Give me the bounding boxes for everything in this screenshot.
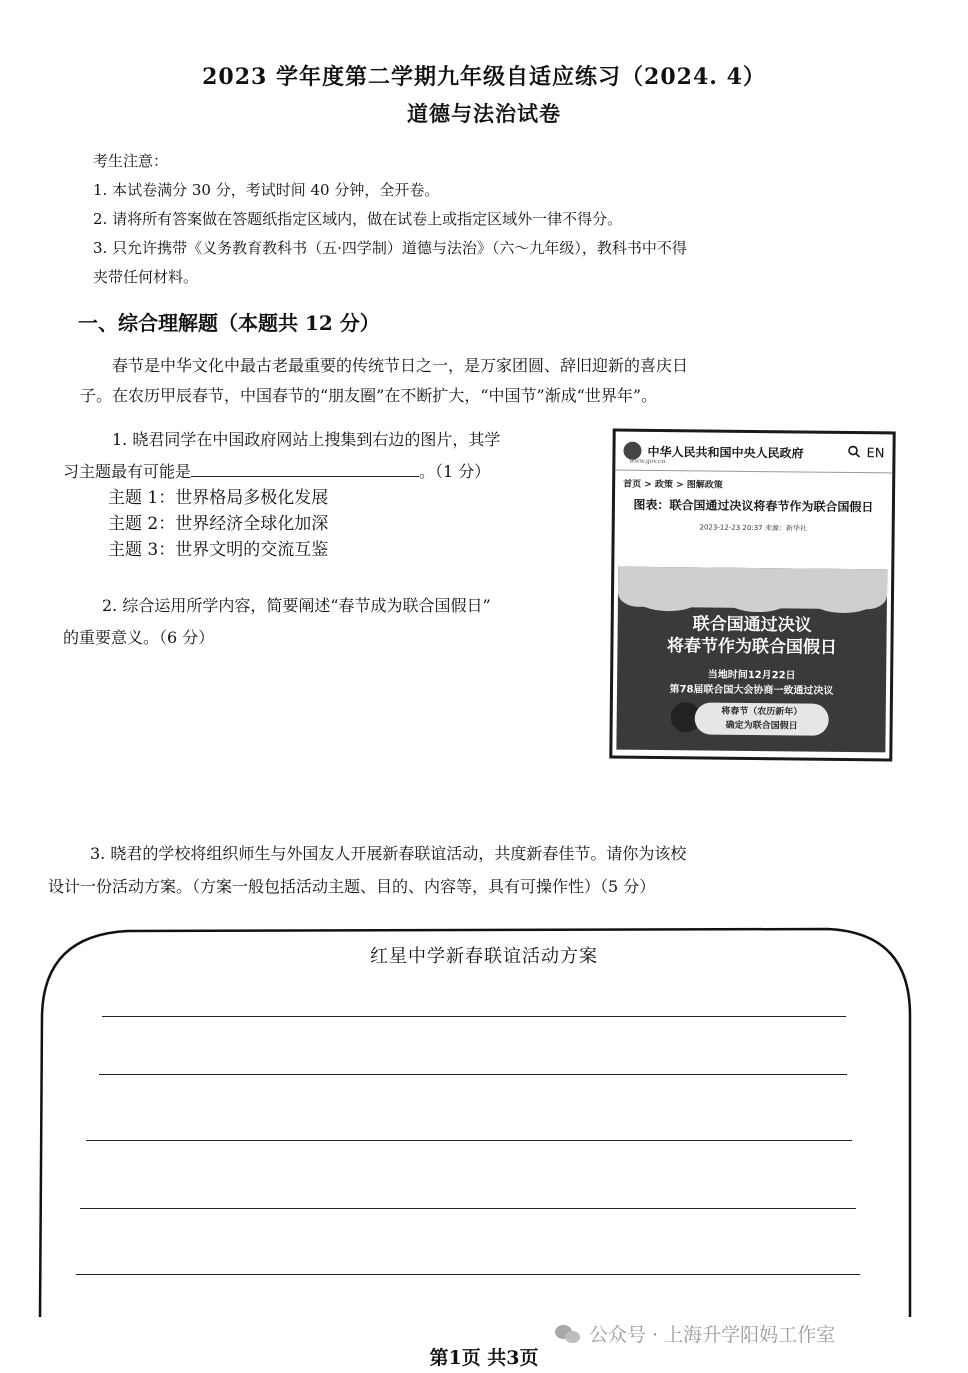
page-number: 第1页 共3页 (429, 1347, 539, 1369)
answer-line[interactable] (86, 1140, 852, 1141)
notice-item-2: 2. 请将所有答案做在答题纸指定区域内，做在试卷上或指定区域外一律不得分。 (93, 210, 623, 228)
card-url: www.gov.cn (629, 457, 666, 466)
notice-item-3: 3. 只允许携带《义务教育教科书（五·四学制）道德与法治》（六～九年级），教科书中不得 (93, 239, 687, 257)
exam-subtitle: 道德与法治试卷 (407, 101, 561, 126)
card-banner (616, 567, 887, 753)
q3-line-1: 3. 晓君的学校将组织师生与外国友人开展新春联谊活动，共度新春佳节。请你为该校 (90, 844, 687, 863)
banner-line-3: 当地时间12月22日 (707, 669, 796, 682)
card-lang: EN (866, 445, 885, 461)
card-article-title: 图表：联合国通过决议将春节作为联合国假日 (633, 497, 874, 515)
watermark-text: 公众号 · 上海升学阳妈工作室 (589, 1324, 836, 1346)
q1-line-2 (63, 456, 490, 488)
q1-line-1: 1. 晓君同学在中国政府网站上搜集到右边的图片，其学 (112, 430, 501, 449)
gov-website-screenshot (609, 429, 895, 762)
answer-line[interactable] (99, 1074, 847, 1075)
notice-heading: 考生注意： (93, 152, 169, 170)
banner-pill (695, 702, 829, 735)
plan-title: 红星中学新春联谊活动方案 (370, 946, 598, 967)
theme-3: 主题 3：世界文明的交流互鉴 (108, 540, 329, 560)
notice-item-3-cont: 夹带任何材料。 (93, 268, 199, 286)
q3-line-2: 设计一份活动方案。（方案一般包括活动主题、目的、内容等，具有可操作性）（5 分） (48, 877, 656, 896)
q2-line-2: 的重要意义。（6 分） (63, 628, 215, 647)
card-header (615, 432, 892, 474)
answer-line[interactable] (76, 1274, 860, 1275)
section-1-title: 一、综合理解题（本题共 12 分） (78, 311, 380, 335)
intro-line-1: 春节是中华文化中最古老最重要的传统节日之一，是万家团圆、辞旧迎新的喜庆日 (112, 356, 689, 375)
card-breadcrumb: 首页 > 政策 > 图解政策 (623, 479, 723, 491)
q1-line-2-before: 习主题最有可能是 (63, 462, 192, 481)
intro-line-2: 子。在农历甲辰春节，中国春节的“朋友圈”在不断扩大，“中国节”渐成“世界年”。 (80, 386, 658, 405)
banner-line-2: 将春节作为联合国假日 (666, 636, 838, 658)
search-icon (847, 444, 860, 461)
banner-line-4: 第78届联合国大会协商一致通过决议 (669, 684, 834, 697)
q1-line-2-after: 。（1 分） (419, 462, 491, 481)
answer-frame (38, 925, 912, 1320)
pill-line-2: 确定为联合国假日 (725, 720, 798, 732)
exam-title: 2023 学年度第二学期九年级自适应练习（2024. 4） (202, 64, 766, 90)
card-site-name: 中华人民共和国中央人民政府 (647, 444, 804, 461)
answer-blank[interactable] (191, 458, 419, 477)
theme-2: 主题 2：世界经济全球化加深 (108, 514, 329, 534)
pill-line-1: 将春节（农历新年） (721, 706, 803, 718)
answer-line[interactable] (80, 1208, 856, 1209)
wechat-icon (555, 1323, 581, 1345)
banner-line-1: 联合国通过决议 (692, 614, 812, 636)
q2-line-1: 2. 综合运用所学内容，简要阐述“春节成为联合国假日” (102, 596, 491, 615)
answer-line[interactable] (102, 1016, 846, 1017)
notice-item-1: 1. 本试卷满分 30 分，考试时间 40 分钟，全开卷。 (93, 181, 440, 199)
card-meta: 2023-12-23 20:37 来源：新华社 (699, 523, 807, 533)
theme-1: 主题 1：世界格局多极化发展 (108, 488, 329, 508)
